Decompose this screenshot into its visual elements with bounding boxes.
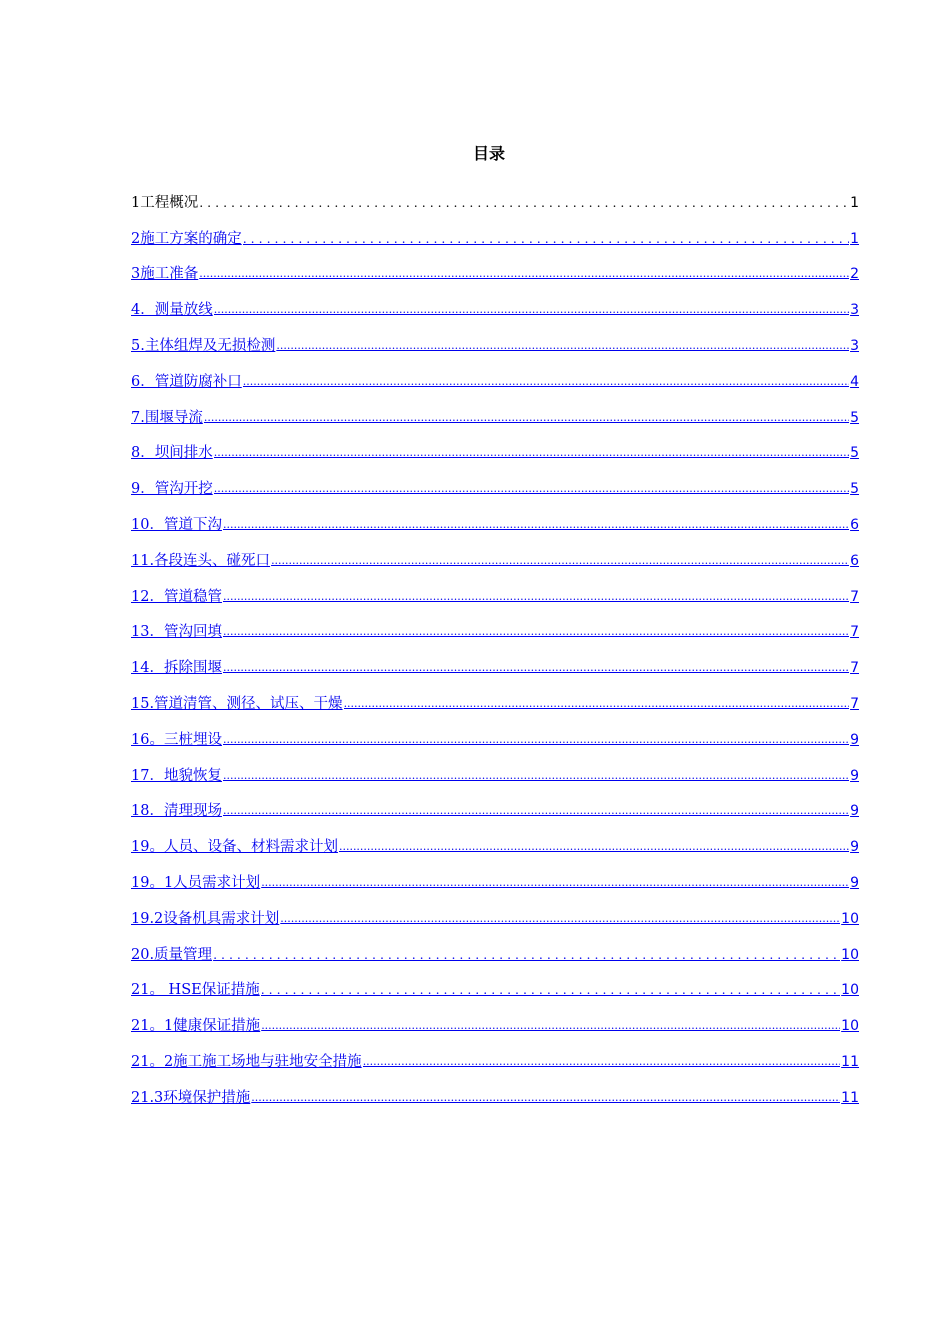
toc-entry[interactable]: [131, 214, 859, 250]
toc-entry-label: 5.主体组焊及无损检测: [131, 337, 276, 354]
toc-entry[interactable]: [131, 858, 859, 894]
toc-entry[interactable]: [131, 429, 859, 465]
toc-entry-label: 8．坝间排水: [131, 445, 213, 462]
toc-entry-label: 1工程概况: [131, 194, 199, 211]
toc-entry-page-number: 9: [850, 874, 859, 891]
toc-dot-leader: [223, 620, 849, 643]
toc-entry-page-number: 9: [850, 803, 859, 820]
toc-dot-leader: [276, 334, 849, 357]
toc-entry-label: 21.3环境保护措施: [131, 1089, 251, 1106]
toc-dot-leader: [243, 370, 849, 393]
toc-entry-page-number: 1: [850, 194, 859, 211]
toc-entry-page-number: 11: [841, 1053, 859, 1070]
toc-entry-label: 16。三桩埋设: [131, 731, 222, 748]
toc-entry-page-number: 7: [850, 660, 859, 677]
toc-dot-leader: [223, 728, 849, 751]
toc-dot-leader: [261, 1014, 840, 1037]
toc-entry-page-number: 9: [850, 767, 859, 784]
toc-dot-leader: [214, 298, 849, 321]
toc-dot-leader: [271, 549, 849, 572]
toc-entry[interactable]: [131, 822, 859, 858]
toc-entry-label: 18．清理现场: [131, 803, 222, 820]
toc-dot-leader: [204, 406, 849, 429]
toc-entry-label: 21。2施工施工场地与驻地安全措施: [131, 1053, 362, 1070]
toc-entry-label: 17．地貌恢复: [131, 767, 222, 784]
toc-entry: [131, 178, 859, 214]
toc-dot-leader: [223, 764, 849, 787]
toc-entry[interactable]: [131, 536, 859, 572]
toc-entry[interactable]: [131, 1073, 859, 1109]
toc-dot-leader: [214, 441, 849, 464]
toc-dot-leader: [199, 262, 849, 285]
toc-entry-page-number: 10: [841, 982, 859, 999]
toc-dot-leader: [223, 585, 849, 608]
toc-entry-label: 3施工准备: [131, 266, 199, 283]
toc-entry[interactable]: [131, 500, 859, 536]
toc-entry[interactable]: [131, 608, 859, 644]
toc-entry-page-number: 7: [850, 588, 859, 605]
toc-entry-page-number: 9: [850, 839, 859, 856]
toc-entry[interactable]: [131, 1001, 859, 1037]
toc-dot-leader: [223, 656, 849, 679]
toc-entry-label: 13．管沟回填: [131, 624, 222, 641]
toc-entry[interactable]: [131, 894, 859, 930]
toc-dot-leader: [243, 228, 849, 250]
toc-entry[interactable]: [131, 643, 859, 679]
toc-entry-label: 4．测量放线: [131, 302, 213, 319]
toc-entry-label: 19.2设备机具需求计划: [131, 910, 280, 927]
toc-entry[interactable]: [131, 572, 859, 608]
toc-entry-page-number: 6: [850, 552, 859, 569]
toc-entry-page-number: 11: [841, 1089, 859, 1106]
toc-entry-label: 12．管道稳管: [131, 588, 222, 605]
toc-entry-page-number: 1: [850, 230, 859, 247]
toc-entry[interactable]: [131, 966, 859, 1002]
toc-dot-leader: [251, 1086, 840, 1109]
toc-entry[interactable]: [131, 321, 859, 357]
toc-entry-page-number: 9: [850, 731, 859, 748]
toc-list: [131, 178, 859, 1109]
toc-dot-leader: [223, 513, 849, 536]
toc-entry-page-number: 10: [841, 910, 859, 927]
toc-entry-page-number: 7: [850, 624, 859, 641]
toc-entry-page-number: 10: [841, 946, 859, 963]
toc-dot-leader: [223, 799, 849, 822]
toc-dot-leader: [261, 871, 849, 894]
toc-entry-page-number: 5: [850, 481, 859, 498]
toc-entry-page-number: 6: [850, 516, 859, 533]
toc-entry-page-number: 7: [850, 695, 859, 712]
toc-entry[interactable]: [131, 357, 859, 393]
toc-entry-page-number: 4: [850, 373, 859, 390]
toc-entry-page-number: 3: [850, 337, 859, 354]
toc-entry-label: 2施工方案的确定: [131, 230, 242, 247]
toc-entry[interactable]: [131, 285, 859, 321]
toc-entry[interactable]: [131, 1037, 859, 1073]
toc-entry-label: 11.各段连头、碰死口: [131, 552, 271, 569]
toc-dot-leader: [261, 979, 840, 1001]
toc-entry[interactable]: [131, 930, 859, 966]
toc-entry-label: 9．管沟开挖: [131, 481, 213, 498]
toc-dot-leader: [339, 835, 849, 858]
toc-dot-leader: [213, 944, 840, 966]
toc-entry[interactable]: [131, 751, 859, 787]
toc-dot-leader: [280, 907, 840, 930]
toc-entry-label: 15.管道清管、测径、试压、干燥: [131, 695, 343, 712]
toc-entry-label: 6．管道防腐补口: [131, 373, 242, 390]
toc-entry[interactable]: [131, 787, 859, 823]
toc-entry-page-number: 10: [841, 1018, 859, 1035]
toc-entry[interactable]: [131, 715, 859, 751]
toc-entry-page-number: 5: [850, 409, 859, 426]
toc-dot-leader: [199, 192, 849, 214]
toc-entry-label: 21。1健康保证措施: [131, 1018, 261, 1035]
toc-dot-leader: [363, 1050, 840, 1073]
toc-entry-page-number: 3: [850, 302, 859, 319]
toc-entry-label: 19。人员、设备、材料需求计划: [131, 839, 338, 856]
toc-entry[interactable]: [131, 464, 859, 500]
toc-entry-label: 21。 HSE保证措施: [131, 982, 260, 999]
toc-entry[interactable]: [131, 679, 859, 715]
toc-entry-label: 19。1人员需求计划: [131, 874, 261, 891]
toc-entry-label: 20.质量管理: [131, 946, 213, 963]
toc-entry[interactable]: [131, 250, 859, 286]
toc-entry-page-number: 2: [850, 266, 859, 283]
toc-dot-leader: [214, 477, 849, 500]
toc-entry-label: 10．管道下沟: [131, 516, 222, 533]
toc-entry-label: 14．拆除围堰: [131, 660, 222, 677]
toc-dot-leader: [344, 692, 850, 715]
toc-entry-label: 7.围堰导流: [131, 409, 203, 426]
toc-title: 目录: [472, 144, 505, 163]
toc-entry[interactable]: [131, 393, 859, 429]
toc-entry-page-number: 5: [850, 445, 859, 462]
